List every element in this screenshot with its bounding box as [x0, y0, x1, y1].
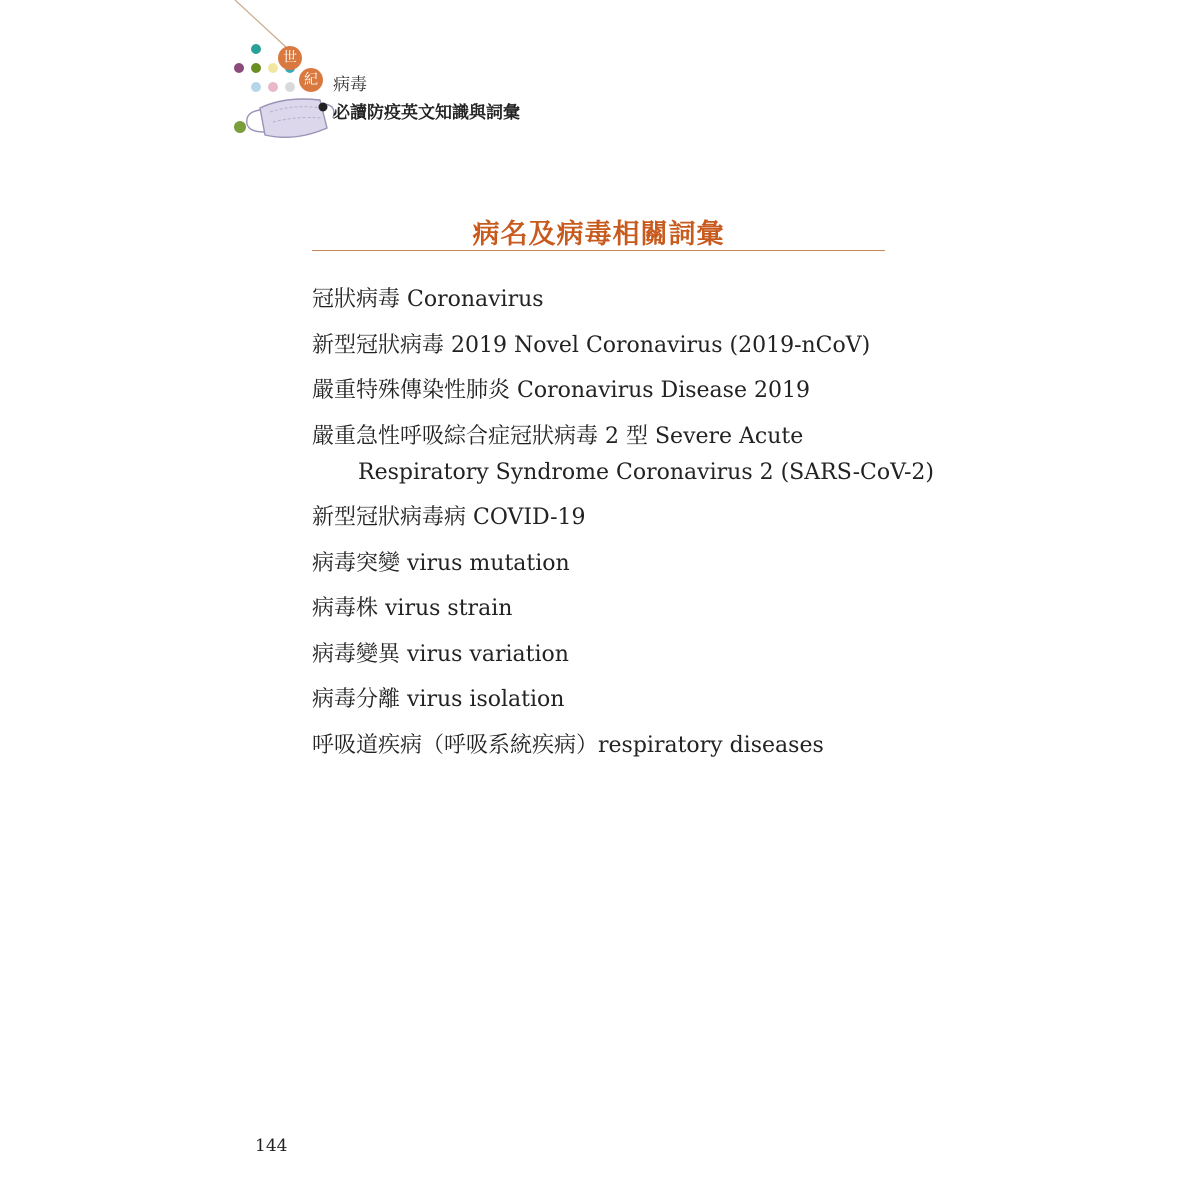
- header-decoration: [225, 0, 545, 150]
- section-title: 病名及病毒相關詞彙: [472, 219, 725, 250]
- vocab-item-covid-19: [312, 500, 912, 536]
- vocab-item-coronavirus-disease: [312, 373, 912, 409]
- series-label: 病毒: [333, 75, 367, 95]
- book-title: 必讀防疫英文知識與詞彙: [333, 103, 520, 123]
- series-char-2: 紀: [299, 68, 323, 92]
- vocab-text: 冠狀病毒 Coronavirus: [312, 287, 544, 312]
- series-char-1: 世: [278, 46, 302, 70]
- vocab-text: 病毒突變 virus mutation: [312, 550, 570, 576]
- vocab-item-virus-isolation: [312, 682, 912, 718]
- vocab-item-coronavirus: [312, 282, 912, 318]
- vocab-item-virus-mutation: [312, 546, 912, 582]
- vocab-item-respiratory-diseases: [312, 728, 912, 764]
- page-number: 144: [255, 1136, 288, 1156]
- vocab-text: 呼吸道疾病（呼吸系統疾病）respiratory diseases: [312, 732, 824, 758]
- vocab-text: 病毒變異 virus variation: [312, 641, 569, 667]
- vocab-text: 病毒分離 virus isolation: [312, 687, 565, 712]
- vocab-text-continuation: Respiratory Syndrome Coronavirus 2 (SARS-CoV-2): [358, 459, 934, 485]
- vocab-item-sars-cov-2: [312, 419, 934, 491]
- vocab-text: 新型冠狀病毒 2019 Novel Coronavirus (2019-nCoV): [312, 332, 871, 358]
- vocab-text: 病毒株 virus strain: [312, 596, 513, 621]
- title-divider: [312, 250, 885, 251]
- mask-illustration: [225, 0, 545, 150]
- vocab-text: 嚴重急性呼吸綜合症冠狀病毒 2 型 Severe Acute: [312, 423, 804, 449]
- vocab-item-virus-variation: [312, 637, 912, 673]
- vocab-item-virus-strain: [312, 591, 912, 627]
- vocab-item-novel-coronavirus: [312, 328, 912, 364]
- vocab-text: 嚴重特殊傳染性肺炎 Coronavirus Disease 2019: [312, 378, 810, 403]
- vocab-text: 新型冠狀病毒病 COVID-19: [312, 505, 586, 530]
- vocab-list: [312, 282, 934, 773]
